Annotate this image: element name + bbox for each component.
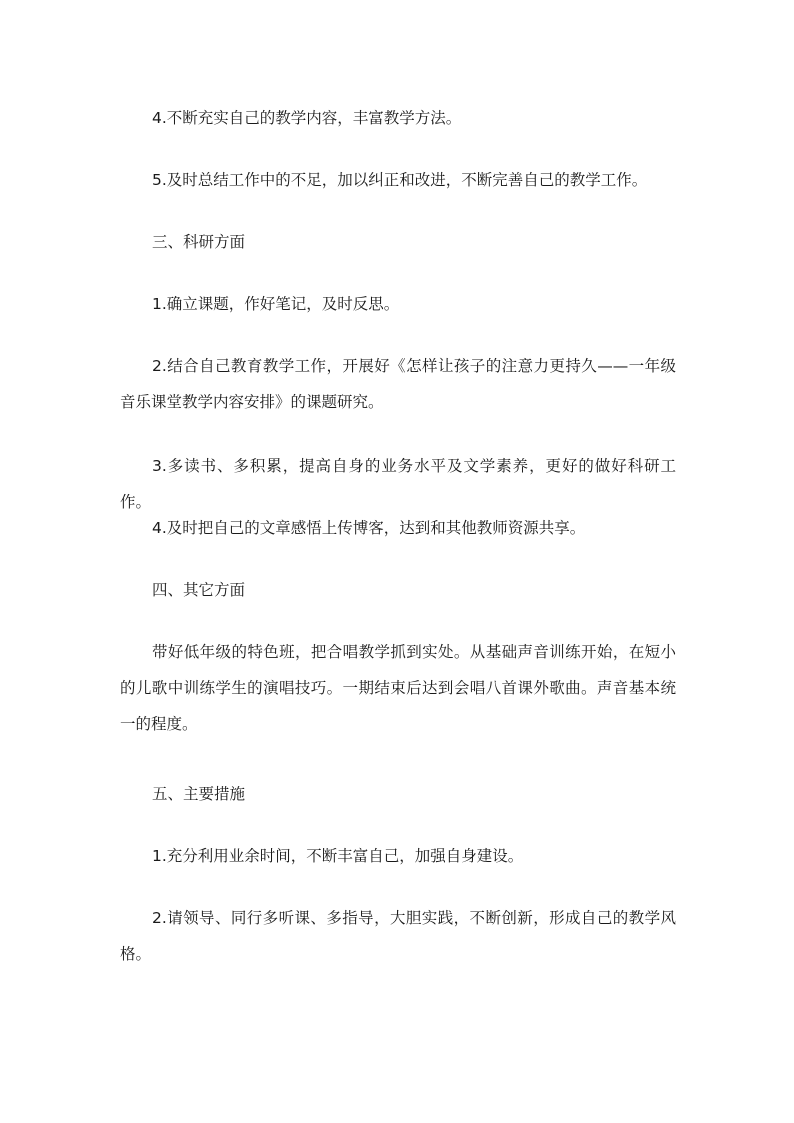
- paragraph-blog-sharing: 4.及时把自己的文章感悟上传博客，达到和其他教师资源共享。: [152, 519, 586, 537]
- paragraph-read-more: 3.多读书、多积累，提高自身的业务水平及文学素养，更好的做好科研工作。: [120, 457, 676, 511]
- heading-main-measures: 五、主要措施: [152, 785, 246, 803]
- heading-research: 三、科研方面: [152, 233, 246, 251]
- paragraph-choir-class: 带好低年级的特色班，把合唱教学抓到实处。从基础声音训练开始，在短小的儿歌中训练学生的演唱技巧。一期结束后达到会唱八首课外歌曲。声音基本统一的程度。: [120, 643, 676, 733]
- paragraph-use-spare-time: 1.充分利用业余时间，不断丰富自己，加强自身建设。: [152, 847, 524, 865]
- paragraph-summarize-work: 5.及时总结工作中的不足，加以纠正和改进，不断完善自己的教学工作。: [152, 171, 648, 189]
- heading-other-aspects: 四、其它方面: [152, 581, 246, 599]
- paragraph-ask-guidance: 2.请领导、同行多听课、多指导，大胆实践，不断创新，形成自己的教学风格。: [120, 909, 676, 963]
- paragraph-teaching-content: 4.不断充实自己的教学内容，丰富教学方法。: [152, 109, 462, 127]
- paragraph-establish-topic: 1.确立课题，作好笔记，及时反思。: [152, 295, 400, 313]
- paragraph-research-project: 2.结合自己教育教学工作，开展好《怎样让孩子的注意力更持久——一年级音乐课堂教学内容安排》的课题研究。: [120, 357, 676, 411]
